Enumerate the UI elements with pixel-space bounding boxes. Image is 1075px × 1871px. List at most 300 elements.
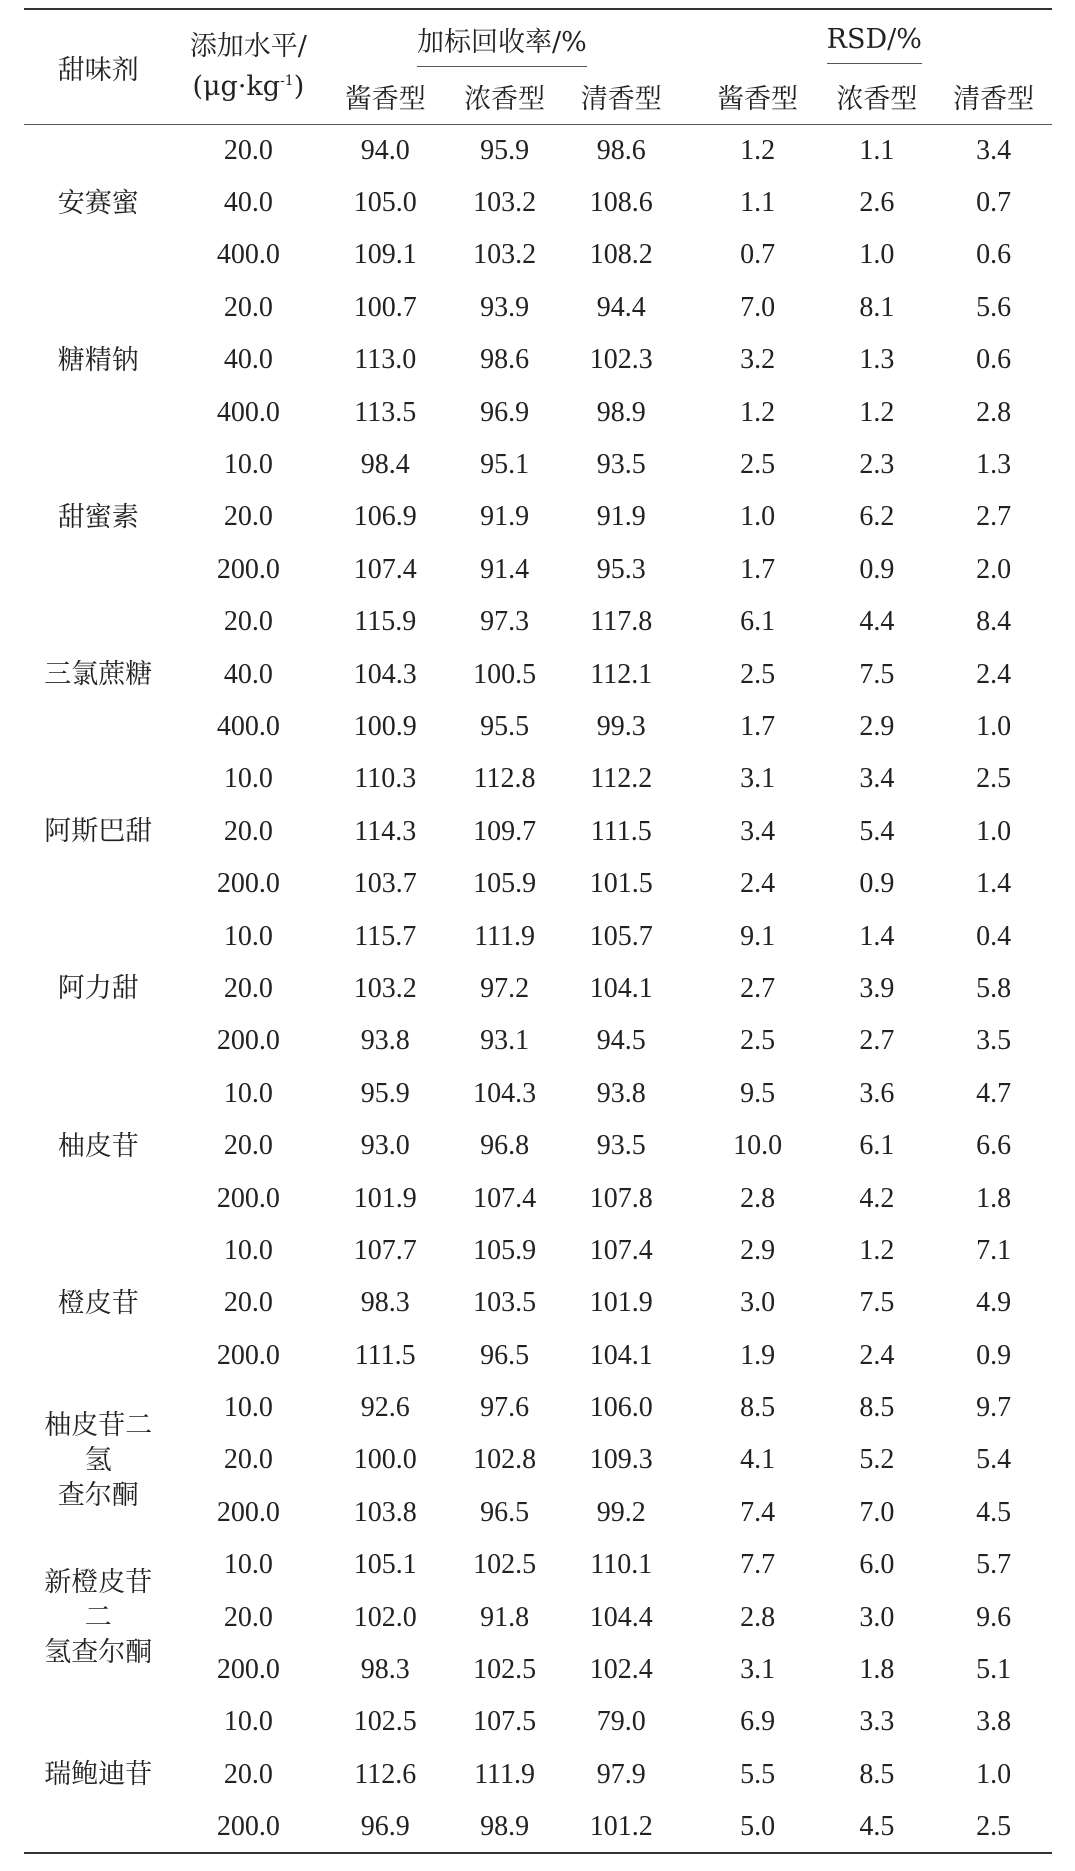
cell-rec-maotai: 114.3 [354, 815, 417, 847]
cell-rec-strong: 102.8 [473, 1444, 537, 1476]
cell-rsd-light: 2.0 [976, 553, 1012, 585]
table-row [24, 1172, 1052, 1224]
cell-rsd-strong: 5.4 [859, 815, 895, 847]
cell-rec-maotai: 98.3 [360, 1654, 410, 1686]
table-row [24, 1382, 1052, 1434]
table-row [24, 1591, 1052, 1643]
cell-rsd-light: 1.0 [976, 815, 1012, 847]
cell-level: 40.0 [223, 658, 273, 690]
cell-rec-strong: 107.5 [473, 1706, 537, 1738]
cell-rec-light: 107.8 [589, 1182, 653, 1214]
column-gap [680, 1539, 697, 1591]
cell-rec-light: 104.1 [589, 1339, 653, 1371]
cell-rec-light: 93.8 [596, 1077, 646, 1109]
cell-rsd-light: 1.0 [976, 1758, 1012, 1790]
cell-rec-strong: 91.4 [480, 553, 530, 585]
column-gap [680, 596, 697, 648]
cell-rec-strong: 96.5 [480, 1339, 530, 1371]
cell-rsd-maotai: 2.7 [740, 972, 776, 1004]
cell-rec-light: 93.5 [596, 449, 646, 481]
cell-rsd-light: 3.5 [976, 1025, 1012, 1057]
cell-rsd-strong: 4.5 [859, 1810, 895, 1842]
table-row [24, 1434, 1052, 1486]
column-gap [680, 806, 697, 858]
cell-rsd-light: 0.6 [976, 239, 1012, 271]
cell-rsd-maotai: 0.7 [740, 239, 776, 271]
column-gap [680, 701, 697, 753]
cell-rec-strong: 97.2 [480, 972, 530, 1004]
cell-rsd-maotai: 1.9 [740, 1339, 776, 1371]
cell-rec-light: 98.6 [596, 134, 646, 166]
cell-rec-strong: 95.9 [480, 134, 530, 166]
cell-rec-light: 94.4 [596, 291, 646, 323]
cell-rsd-maotai: 3.4 [740, 815, 776, 847]
cell-rec-strong: 111.9 [474, 920, 536, 952]
cell-rec-maotai: 103.2 [353, 972, 417, 1004]
table-row [24, 806, 1052, 858]
cell-rec-strong: 98.9 [480, 1810, 530, 1842]
cell-rec-light: 79.0 [596, 1706, 646, 1738]
cell-rsd-strong: 7.5 [859, 658, 895, 690]
cell-rec-strong: 100.5 [473, 658, 537, 690]
column-gap [680, 1277, 697, 1329]
cell-rec-strong: 93.1 [480, 1025, 530, 1057]
cell-rsd-light: 5.8 [976, 972, 1012, 1004]
cell-rec-maotai: 113.0 [354, 344, 417, 376]
cell-rsd-maotai: 6.1 [740, 606, 776, 638]
column-gap [680, 1172, 697, 1224]
sweetener-name: 柚皮苷 [57, 1130, 139, 1162]
cell-level: 200.0 [216, 553, 280, 585]
cell-rsd-maotai: 1.2 [740, 134, 776, 166]
cell-rec-light: 101.9 [589, 1287, 653, 1319]
cell-rec-light: 112.1 [590, 658, 653, 690]
cell-rec-maotai: 93.0 [360, 1130, 410, 1162]
cell-rec-maotai: 102.5 [353, 1706, 417, 1738]
cell-rsd-maotai: 2.8 [740, 1182, 776, 1214]
sweetener-name: 阿斯巴甜 [44, 816, 153, 848]
cell-rsd-strong: 4.2 [859, 1182, 895, 1214]
table-row [24, 1487, 1052, 1539]
cell-level: 10.0 [223, 763, 273, 795]
cell-rec-strong: 103.2 [473, 239, 537, 271]
cell-rsd-maotai: 2.8 [740, 1601, 776, 1633]
column-gap [680, 491, 697, 543]
table-row [24, 1696, 1052, 1748]
cell-level: 200.0 [216, 1182, 280, 1214]
cell-level: 200.0 [216, 1025, 280, 1057]
cell-rec-light: 98.9 [596, 396, 646, 428]
column-gap [680, 1120, 697, 1172]
cell-rec-light: 105.7 [589, 920, 653, 952]
cell-rsd-strong: 8.1 [859, 291, 895, 323]
cell-level: 400.0 [216, 239, 280, 271]
column-gap [680, 963, 697, 1015]
cell-rsd-maotai: 2.5 [740, 449, 776, 481]
column-gap [680, 229, 697, 281]
cell-rec-strong: 91.8 [480, 1601, 530, 1633]
table-row [24, 753, 1052, 805]
cell-level: 20.0 [223, 1601, 273, 1633]
sweetener-name: 橙皮苷 [57, 1287, 139, 1319]
cell-rec-maotai: 100.0 [353, 1444, 417, 1476]
cell-rec-strong: 93.9 [480, 291, 530, 323]
cell-rec-light: 112.2 [590, 763, 653, 795]
cell-rec-maotai: 103.8 [353, 1496, 417, 1528]
cell-rsd-light: 0.4 [976, 920, 1012, 952]
table-row [24, 177, 1052, 229]
column-gap [680, 334, 697, 386]
cell-rsd-strong: 6.2 [859, 501, 895, 533]
cell-rsd-maotai: 3.1 [740, 763, 776, 795]
header-gap [680, 9, 697, 125]
cell-rsd-strong: 1.4 [859, 920, 895, 952]
cell-rsd-strong: 6.1 [859, 1130, 895, 1162]
cell-rec-light: 97.9 [596, 1758, 646, 1790]
cell-rec-strong: 97.3 [480, 606, 530, 638]
table-row [24, 1277, 1052, 1329]
cell-rsd-light: 1.4 [976, 868, 1012, 900]
sweetener-name: 三氯蔗糖 [44, 659, 153, 691]
cell-rec-maotai: 96.9 [360, 1810, 410, 1842]
cell-rec-light: 110.1 [590, 1549, 653, 1581]
cell-level: 400.0 [216, 396, 280, 428]
table-row [24, 596, 1052, 648]
cell-level: 200.0 [216, 1654, 280, 1686]
column-gap [680, 1068, 697, 1120]
sweetener-name: 阿力甜 [57, 973, 139, 1005]
cell-rec-maotai: 109.1 [353, 239, 417, 271]
cell-rec-strong: 96.8 [480, 1130, 530, 1162]
cell-rsd-light: 1.0 [976, 710, 1012, 742]
cell-rsd-strong: 5.2 [859, 1444, 895, 1476]
cell-rsd-light: 8.4 [976, 606, 1012, 638]
cell-level: 200.0 [216, 1810, 280, 1842]
cell-level: 20.0 [223, 1758, 273, 1790]
cell-rec-strong: 91.9 [480, 501, 530, 533]
sweetener-name [24, 1382, 173, 1539]
cell-level: 20.0 [223, 134, 273, 166]
cell-rec-light: 104.4 [589, 1601, 653, 1633]
cell-level: 40.0 [223, 187, 273, 219]
cell-rec-light: 99.2 [596, 1496, 646, 1528]
cell-rec-maotai: 111.5 [354, 1339, 416, 1371]
cell-rec-strong: 105.9 [473, 868, 537, 900]
cell-rsd-light: 6.6 [976, 1130, 1012, 1162]
cell-rec-maotai: 115.9 [354, 606, 417, 638]
cell-rsd-light: 5.4 [976, 1444, 1012, 1476]
cell-rsd-strong: 3.3 [859, 1706, 895, 1738]
column-gap [680, 439, 697, 491]
cell-rec-light: 102.3 [589, 344, 653, 376]
column-gap [680, 1434, 697, 1486]
cell-rsd-strong: 0.9 [859, 868, 895, 900]
column-gap [680, 1591, 697, 1643]
cell-rsd-light: 4.7 [976, 1077, 1012, 1109]
table-row [24, 910, 1052, 962]
cell-rec-maotai: 94.0 [360, 134, 410, 166]
header-rsd-maotai: 酱香型 [717, 83, 799, 115]
cell-rec-strong: 107.4 [473, 1182, 537, 1214]
cell-rsd-maotai: 5.0 [740, 1810, 776, 1842]
cell-rsd-light: 7.1 [976, 1234, 1012, 1266]
cell-rsd-maotai: 10.0 [733, 1130, 783, 1162]
cell-rsd-strong: 8.5 [859, 1392, 895, 1424]
cell-rec-maotai: 95.9 [360, 1077, 410, 1109]
cell-rec-strong: 102.5 [473, 1549, 537, 1581]
cell-rsd-strong: 4.4 [859, 606, 895, 638]
cell-level: 10.0 [223, 1706, 273, 1738]
table-row [24, 544, 1052, 596]
cell-rec-strong: 109.7 [473, 815, 537, 847]
cell-rec-light: 107.4 [589, 1234, 653, 1266]
column-gap [680, 753, 697, 805]
cell-level: 10.0 [223, 1549, 273, 1581]
header-rec-light: 清香型 [580, 83, 662, 115]
cell-rsd-light: 5.1 [976, 1654, 1012, 1686]
sweetener-name-line2: 查尔酮 [57, 1479, 139, 1511]
cell-rsd-light: 9.7 [976, 1392, 1012, 1424]
cell-level: 200.0 [216, 868, 280, 900]
cell-rsd-maotai: 1.1 [740, 187, 776, 219]
cell-rsd-strong: 3.0 [859, 1601, 895, 1633]
table-body [24, 125, 1052, 1854]
cell-rsd-strong: 1.3 [859, 344, 895, 376]
cell-level: 20.0 [223, 815, 273, 847]
cell-rsd-maotai: 5.5 [740, 1758, 776, 1790]
cell-rec-light: 94.5 [596, 1025, 646, 1057]
column-gap [680, 1225, 697, 1277]
table-row [24, 858, 1052, 910]
cell-rsd-strong: 7.5 [859, 1287, 895, 1319]
cell-rec-strong: 103.2 [473, 187, 537, 219]
cell-rec-maotai: 104.3 [353, 658, 417, 690]
cell-rec-maotai: 105.0 [353, 187, 417, 219]
header-rsd-light: 清香型 [953, 83, 1035, 115]
column-gap [680, 177, 697, 229]
cell-rsd-maotai: 9.5 [740, 1077, 776, 1109]
cell-rsd-strong: 2.7 [859, 1025, 895, 1057]
cell-level: 20.0 [223, 972, 273, 1004]
table-row [24, 1015, 1052, 1067]
column-gap [680, 1749, 697, 1801]
cell-rec-strong: 98.6 [480, 344, 530, 376]
column-gap [680, 1644, 697, 1696]
table-row [24, 1068, 1052, 1120]
table-row [24, 1120, 1052, 1172]
table-row [24, 125, 1052, 177]
sweetener-name-line1: 新橙皮苷二 [44, 1567, 153, 1634]
table-row [24, 1329, 1052, 1381]
column-gap [680, 1015, 697, 1067]
cell-rsd-maotai: 1.7 [740, 553, 776, 585]
cell-rsd-light: 0.9 [976, 1339, 1012, 1371]
cell-rec-maotai: 110.3 [354, 763, 417, 795]
column-gap [680, 910, 697, 962]
cell-level: 400.0 [216, 710, 280, 742]
cell-level: 10.0 [223, 1392, 273, 1424]
cell-rsd-strong: 1.2 [859, 1234, 895, 1266]
cell-rsd-maotai: 7.0 [740, 291, 776, 323]
sweetener-name-line2: 氢查尔酮 [44, 1637, 153, 1669]
cell-rsd-strong: 7.0 [859, 1496, 895, 1528]
cell-rsd-strong: 0.9 [859, 553, 895, 585]
sweetener-name: 甜蜜素 [57, 501, 139, 533]
header-rsd-group [697, 9, 1052, 68]
cell-rsd-maotai: 7.4 [740, 1496, 776, 1528]
cell-rsd-strong: 1.8 [859, 1654, 895, 1686]
cell-rec-strong: 103.5 [473, 1287, 537, 1319]
recovery-table-container [24, 8, 1052, 1854]
recovery-rsd-table [24, 8, 1052, 1854]
cell-rec-light: 91.9 [596, 501, 646, 533]
cell-rsd-strong: 2.9 [859, 710, 895, 742]
cell-rsd-strong: 3.9 [859, 972, 895, 1004]
table-row [24, 1644, 1052, 1696]
cell-rsd-light: 5.7 [976, 1549, 1012, 1581]
cell-level: 40.0 [223, 344, 273, 376]
cell-rsd-maotai: 2.4 [740, 868, 776, 900]
sweetener-name: 安赛蜜 [57, 187, 139, 219]
sweetener-name: 瑞鲍迪苷 [24, 1696, 173, 1853]
cell-rec-strong: 102.5 [473, 1654, 537, 1686]
column-gap [680, 544, 697, 596]
cell-rec-light: 99.3 [596, 710, 646, 742]
cell-rec-maotai: 92.6 [360, 1392, 410, 1424]
cell-rec-maotai: 106.9 [353, 501, 417, 533]
cell-rec-light: 108.2 [589, 239, 653, 271]
cell-rec-maotai: 102.0 [353, 1601, 417, 1633]
cell-rsd-light: 0.6 [976, 344, 1012, 376]
header-rsd-label: RSD/% [827, 24, 922, 64]
header-rsd-strong: 浓香型 [836, 83, 918, 115]
column-gap [680, 125, 697, 177]
cell-rec-strong: 112.8 [473, 763, 536, 795]
column-gap [680, 282, 697, 334]
cell-rsd-light: 3.4 [976, 134, 1012, 166]
cell-rec-light: 102.4 [589, 1654, 653, 1686]
header-recovery-label: 加标回收率/% [417, 27, 587, 67]
cell-rec-maotai: 115.7 [354, 920, 417, 952]
cell-level: 200.0 [216, 1339, 280, 1371]
table-row [24, 1801, 1052, 1853]
cell-rsd-maotai: 7.7 [740, 1549, 776, 1581]
cell-rec-strong: 111.9 [474, 1758, 536, 1790]
header-rec-maotai: 酱香型 [344, 83, 426, 115]
cell-rec-light: 106.0 [589, 1392, 653, 1424]
cell-rsd-light: 0.7 [976, 187, 1012, 219]
sweetener-name-line1: 柚皮苷二氢 [44, 1409, 153, 1476]
cell-level: 20.0 [223, 606, 273, 638]
header-spike-level [173, 9, 325, 125]
header-sweetener: 甜味剂 [24, 9, 173, 125]
cell-rec-maotai: 113.5 [354, 396, 417, 428]
table-row [24, 491, 1052, 543]
cell-rsd-maotai: 6.9 [740, 1706, 776, 1738]
cell-rec-strong: 97.6 [480, 1392, 530, 1424]
table-row [24, 648, 1052, 700]
cell-rec-light: 117.8 [590, 606, 653, 638]
cell-rsd-strong: 3.4 [859, 763, 895, 795]
cell-rsd-maotai: 3.0 [740, 1287, 776, 1319]
cell-rec-maotai: 98.4 [360, 449, 410, 481]
cell-rsd-maotai: 1.2 [740, 396, 776, 428]
cell-rsd-strong: 2.4 [859, 1339, 895, 1371]
header-spike-level-line1: 添加水平/ [189, 31, 307, 62]
header-spike-level-line2: $(\mu g\cdot kg^{-1})$ [192, 71, 305, 102]
cell-rec-strong: 96.5 [480, 1496, 530, 1528]
cell-level: 20.0 [223, 1444, 273, 1476]
cell-rec-strong: 95.5 [480, 710, 530, 742]
cell-rec-light: 101.2 [589, 1810, 653, 1842]
cell-rsd-maotai: 3.1 [740, 1654, 776, 1686]
table-row [24, 963, 1052, 1015]
cell-rsd-light: 4.5 [976, 1496, 1012, 1528]
cell-rec-maotai: 103.7 [353, 868, 417, 900]
cell-rec-strong: 95.1 [480, 449, 530, 481]
table-row [24, 282, 1052, 334]
cell-rsd-light: 2.4 [976, 658, 1012, 690]
column-gap [680, 648, 697, 700]
cell-rec-strong: 105.9 [473, 1234, 537, 1266]
cell-rsd-strong: 2.6 [859, 187, 895, 219]
column-gap [680, 1487, 697, 1539]
table-row [24, 1539, 1052, 1591]
cell-rec-maotai: 98.3 [360, 1287, 410, 1319]
cell-rec-maotai: 105.1 [353, 1549, 417, 1581]
cell-rsd-maotai: 4.1 [740, 1444, 776, 1476]
cell-rsd-light: 2.8 [976, 396, 1012, 428]
cell-rsd-light: 1.3 [976, 449, 1012, 481]
cell-rsd-maotai: 2.9 [740, 1234, 776, 1266]
table-row [24, 1749, 1052, 1801]
cell-rsd-strong: 1.2 [859, 396, 895, 428]
header-recovery-group [324, 9, 679, 68]
cell-rsd-strong: 1.0 [859, 239, 895, 271]
cell-level: 10.0 [223, 1077, 273, 1109]
cell-level: 10.0 [223, 1234, 273, 1266]
cell-rec-light: 108.6 [589, 187, 653, 219]
cell-rsd-light: 5.6 [976, 291, 1012, 323]
table-row [24, 1225, 1052, 1277]
cell-rsd-light: 1.8 [976, 1182, 1012, 1214]
cell-rsd-strong: 6.0 [859, 1549, 895, 1581]
cell-rsd-maotai: 1.0 [740, 501, 776, 533]
cell-rec-maotai: 112.6 [354, 1758, 417, 1790]
cell-rsd-maotai: 8.5 [740, 1392, 776, 1424]
cell-rsd-strong: 3.6 [859, 1077, 895, 1109]
cell-level: 20.0 [223, 291, 273, 323]
cell-rec-maotai: 101.9 [353, 1182, 417, 1214]
cell-rec-light: 95.3 [596, 553, 646, 585]
sweetener-name [24, 1539, 173, 1696]
cell-rec-light: 93.5 [596, 1130, 646, 1162]
column-gap [680, 1801, 697, 1853]
cell-rec-strong: 104.3 [473, 1077, 537, 1109]
header-rec-strong: 浓香型 [464, 83, 546, 115]
cell-rec-maotai: 107.7 [353, 1234, 417, 1266]
cell-level: 20.0 [223, 1130, 273, 1162]
cell-rsd-light: 3.8 [976, 1706, 1012, 1738]
cell-rec-strong: 96.9 [480, 396, 530, 428]
cell-rsd-strong: 2.3 [859, 449, 895, 481]
cell-rsd-maotai: 2.5 [740, 658, 776, 690]
table-row [24, 439, 1052, 491]
column-gap [680, 1329, 697, 1381]
cell-rec-light: 104.1 [589, 972, 653, 1004]
table-row [24, 386, 1052, 438]
cell-rsd-light: 2.5 [976, 763, 1012, 795]
